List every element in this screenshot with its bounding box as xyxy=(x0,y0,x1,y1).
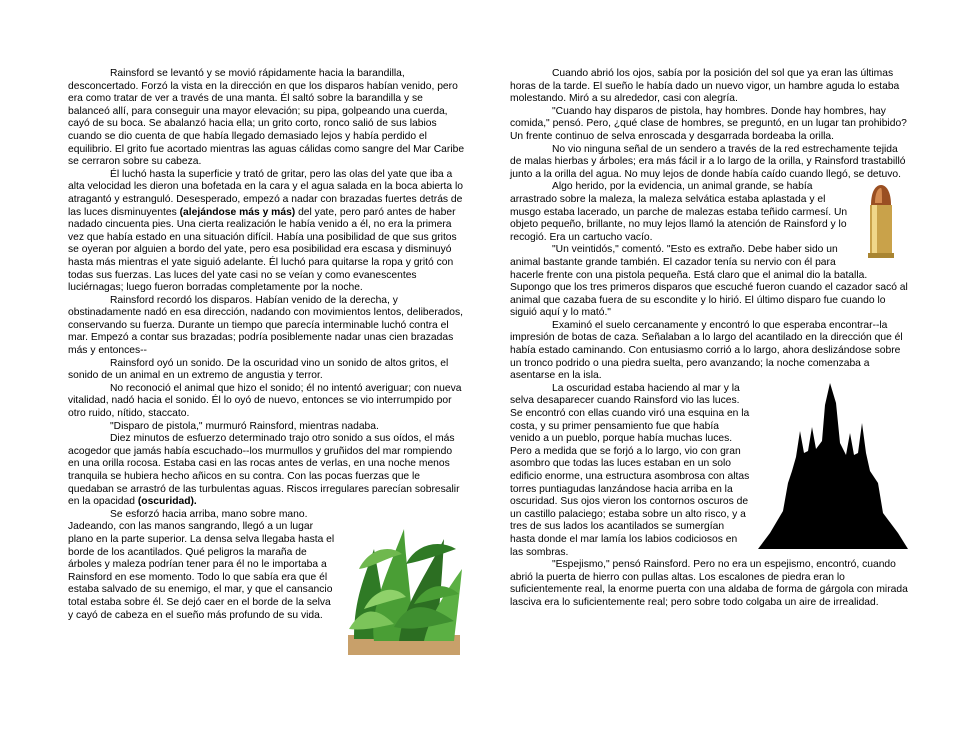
paragraph: Rainsford se levantó y se movió rápidamente hacia la barandilla, desconcertado. Forzó la vista en la dirección en que los disparos habían venido, pero era como tratar de ver a través de una manta. Él saltó sobre la barandilla y se balanceó allí, para conseguir una mayor elevación; su pipa, golpeando una cuerda, cayó de su boca. Se abalanzó hacia ella; un grito corto, ronco salió de sus labios cuando se dio cuenta de que había llegado demasiado lejos y había perdido el equilibrio. El grito fue acortado mientras las aguas cálidas como sangre del Mar Caribe se cerraron sobre su cabeza. xyxy=(68,68,465,168)
paragraph: No vio ninguna señal de un sendero a través de la red estrechamente tejida de malas hierbas y árboles; era más fácil ir a lo largo de la orilla, y Rainsford trastabilló junto a la orilla del agua. No muy lejos de donde había caído cuando llegó, se detuvo. xyxy=(510,143,906,180)
left-column xyxy=(68,68,466,661)
text-span: del yate, pero paró antes de haber nadado cincuenta pies. Una cierta realización le había venido a él, no era la primera vez que había estado en una situación difícil. Había una posibilidad de que sus gritos se oyeran por alguien a bordo del yate, pero esa posibilidad era escasa y disminuyó hasta más mientras el yate siguió adelante. Él luchó para quitarse la ropa y gritó con todas sus fuerzas. Las luces del yate casi no se veían y como evanescentes luciérnagas; luego fueron borradas completamente por la noche. xyxy=(68,206,457,294)
castle-silhouette-illustration xyxy=(758,383,908,551)
bold-text: (alejándose más y más) xyxy=(179,206,296,218)
paragraph: Rainsford recordó los disparos. Habían venido de la derecha, y obstinadamente nadó en esa dirección, nadando con movimientos lentos, deliberados, conservando su fuerza. Durante un tiempo que parecía interminable luchó contra el mar. Empezó a contar sus brazadas; podría posiblemente nadar unas cien brazadas más y entonces-- xyxy=(68,294,463,357)
paragraph: "Disparo de pistola," murmuró Rainsford, mientras nadaba. xyxy=(110,420,379,432)
text-span: Él luchó hasta la superficie y trató de gritar, pero las olas del yate que iba a alta velocidad les dieron una bofetada en la cara y el agua salada en la boca abierta lo atragantó y estranguló. Desesperado, empezó a nadar con brazadas fuertes detrás de las luces disminuyentes xyxy=(68,168,463,218)
paragraph: Examinó el suelo cercanamente y encontró lo que esperaba encontrar--la impresión de botas de caza. Señalaban a lo largo del acantilado en la dirección que él había estado caminando. Con entusiasmo corrió a lo largo, ahora deslizándose sobre un tronco podrido o una piedra suelta, pero avanzando; la noche comenzaba a asentarse en la isla. xyxy=(510,319,903,382)
paragraph xyxy=(68,433,466,509)
paragraph: "Un veintidós," comentó. "Esto es extraño. Debe haber sido un animal bastante grande también. El cazador tenía su nervio con él para hacerle frente con una pistola pequeña. Está claro que el animal dio la batalla. Supongo que los tres primeros disparos que escuché fueron cuando el cazador sacó al animal que cazaba fuera de su escondite y lo hirió. El último disparo fue cuando lo siguió aquí y lo mató." xyxy=(510,244,908,319)
paragraph: Rainsford oyó un sonido. De la oscuridad vino un sonido de altos gritos, el sonido de un animal en un extremo de angustia y terror. xyxy=(68,357,449,382)
paragraph xyxy=(68,169,466,295)
paragraph: Algo herido, por la evidencia, un animal grande, se había arrastrado sobre la maleza, la maleza selvática estaba aplastada y el musgo estaba lacerado, un parche de malezas estaba teñido carmesí. Un objeto pequeño, brillante, no muy lejos llamó la atención de Rainsford y lo recogió. Era un cartucho vacío. xyxy=(510,181,848,243)
paragraph: No reconoció el animal que hizo el sonido; él no intentó averiguar; con nueva vitalidad, nadó hacia el sonido. Él lo oyó de nuevo, entonces se vio interrumpido por otro ruido, nítido, staccato. xyxy=(68,382,462,420)
text-span: Diez minutos de esfuerzo determinado trajo otro sonido a sus oídos, el más acogedor que jamás había escuchado--los murmullos y gruñidos del mar rompiendo en una orilla rocosa. Estaba casi en las rocas antes de verlas, en una noche menos tranquila se hubiera hecho añicos en su contra. Con las pocas fuerzas que le quedaban se arrastró de las turbulentas aguas. Riscos irregulares parecían sobresalir en la opacidad xyxy=(68,433,460,508)
paragraph: Se esforzó hacia arriba, mano sobre mano. Jadeando, con las manos sangrando, llegó a un lugar plano en la parte superior. La densa selva llegaba hasta el borde de los acantilados. Qué peligros la maraña de árboles y maleza podrían tener para él no le importaba a Rainsford en ese momento. Todo lo que sabía era que él estaba salvado de su enemigo, el mar, y que el cansancio total estaba sobre él. Se dejó caer en el borde de la selva y cayó de cabeza en el sueño más profundo de su vida. xyxy=(68,508,335,621)
right-column xyxy=(510,68,908,610)
jungle-illustration xyxy=(344,509,466,661)
paragraph: Cuando abrió los ojos, sabía por la posición del sol que ya eran las últimas horas de la tarde. El sueño le había dado un nuevo vigor, un hambre aguda lo estaba molestando. Miró a su alrededor, casi con alegría. xyxy=(510,68,900,105)
bold-text: (oscuridad). xyxy=(137,496,197,508)
paragraph: La oscuridad estaba haciendo al mar y la selva desaparecer cuando Rainsford vio las luces. Se encontró con ellas cuando viró una esquina en la costa, y su primer pensamiento fue que había venido a un pueblo, porque había muchas luces. Pero a medida que se forjó a lo largo, vio con gran asombro que todas las luces estaban en un solo edificio enorme, una estructura asombrosa con altas torres puntiagudas lanzándose hacia arriba en la oscuridad. Sus ojos vieron los contornos oscuros de un castillo palaciego; estaba sobre un alto risco, y a tres de sus lados los acantilados se sumergían hasta donde el mar lamía los labios codiciosos en las sombras. xyxy=(510,382,750,558)
paragraph: "Cuando hay disparos de pistola, hay hombres. Donde hay hombres, hay comida," pensó. Pero, ¿qué clase de hombres, se preguntó, en un lugar tan prohibido? Un frente continuo de selva enroscada y desgarrada bordeaba la orilla. xyxy=(510,105,907,142)
paragraph: "Espejismo," pensó Rainsford. Pero no era un espejismo, encontró, cuando abrió la puerta de hierro con pullas altas. Los escalones de piedra eran lo suficientemente real, la enorme puerta con una aldaba de forma de gárgola con mirada lasciva era lo suficientemente real; pero sobre todo colgaba un aire de irrealidad. xyxy=(510,559,908,608)
bullet-cartridge-illustration xyxy=(858,183,904,261)
